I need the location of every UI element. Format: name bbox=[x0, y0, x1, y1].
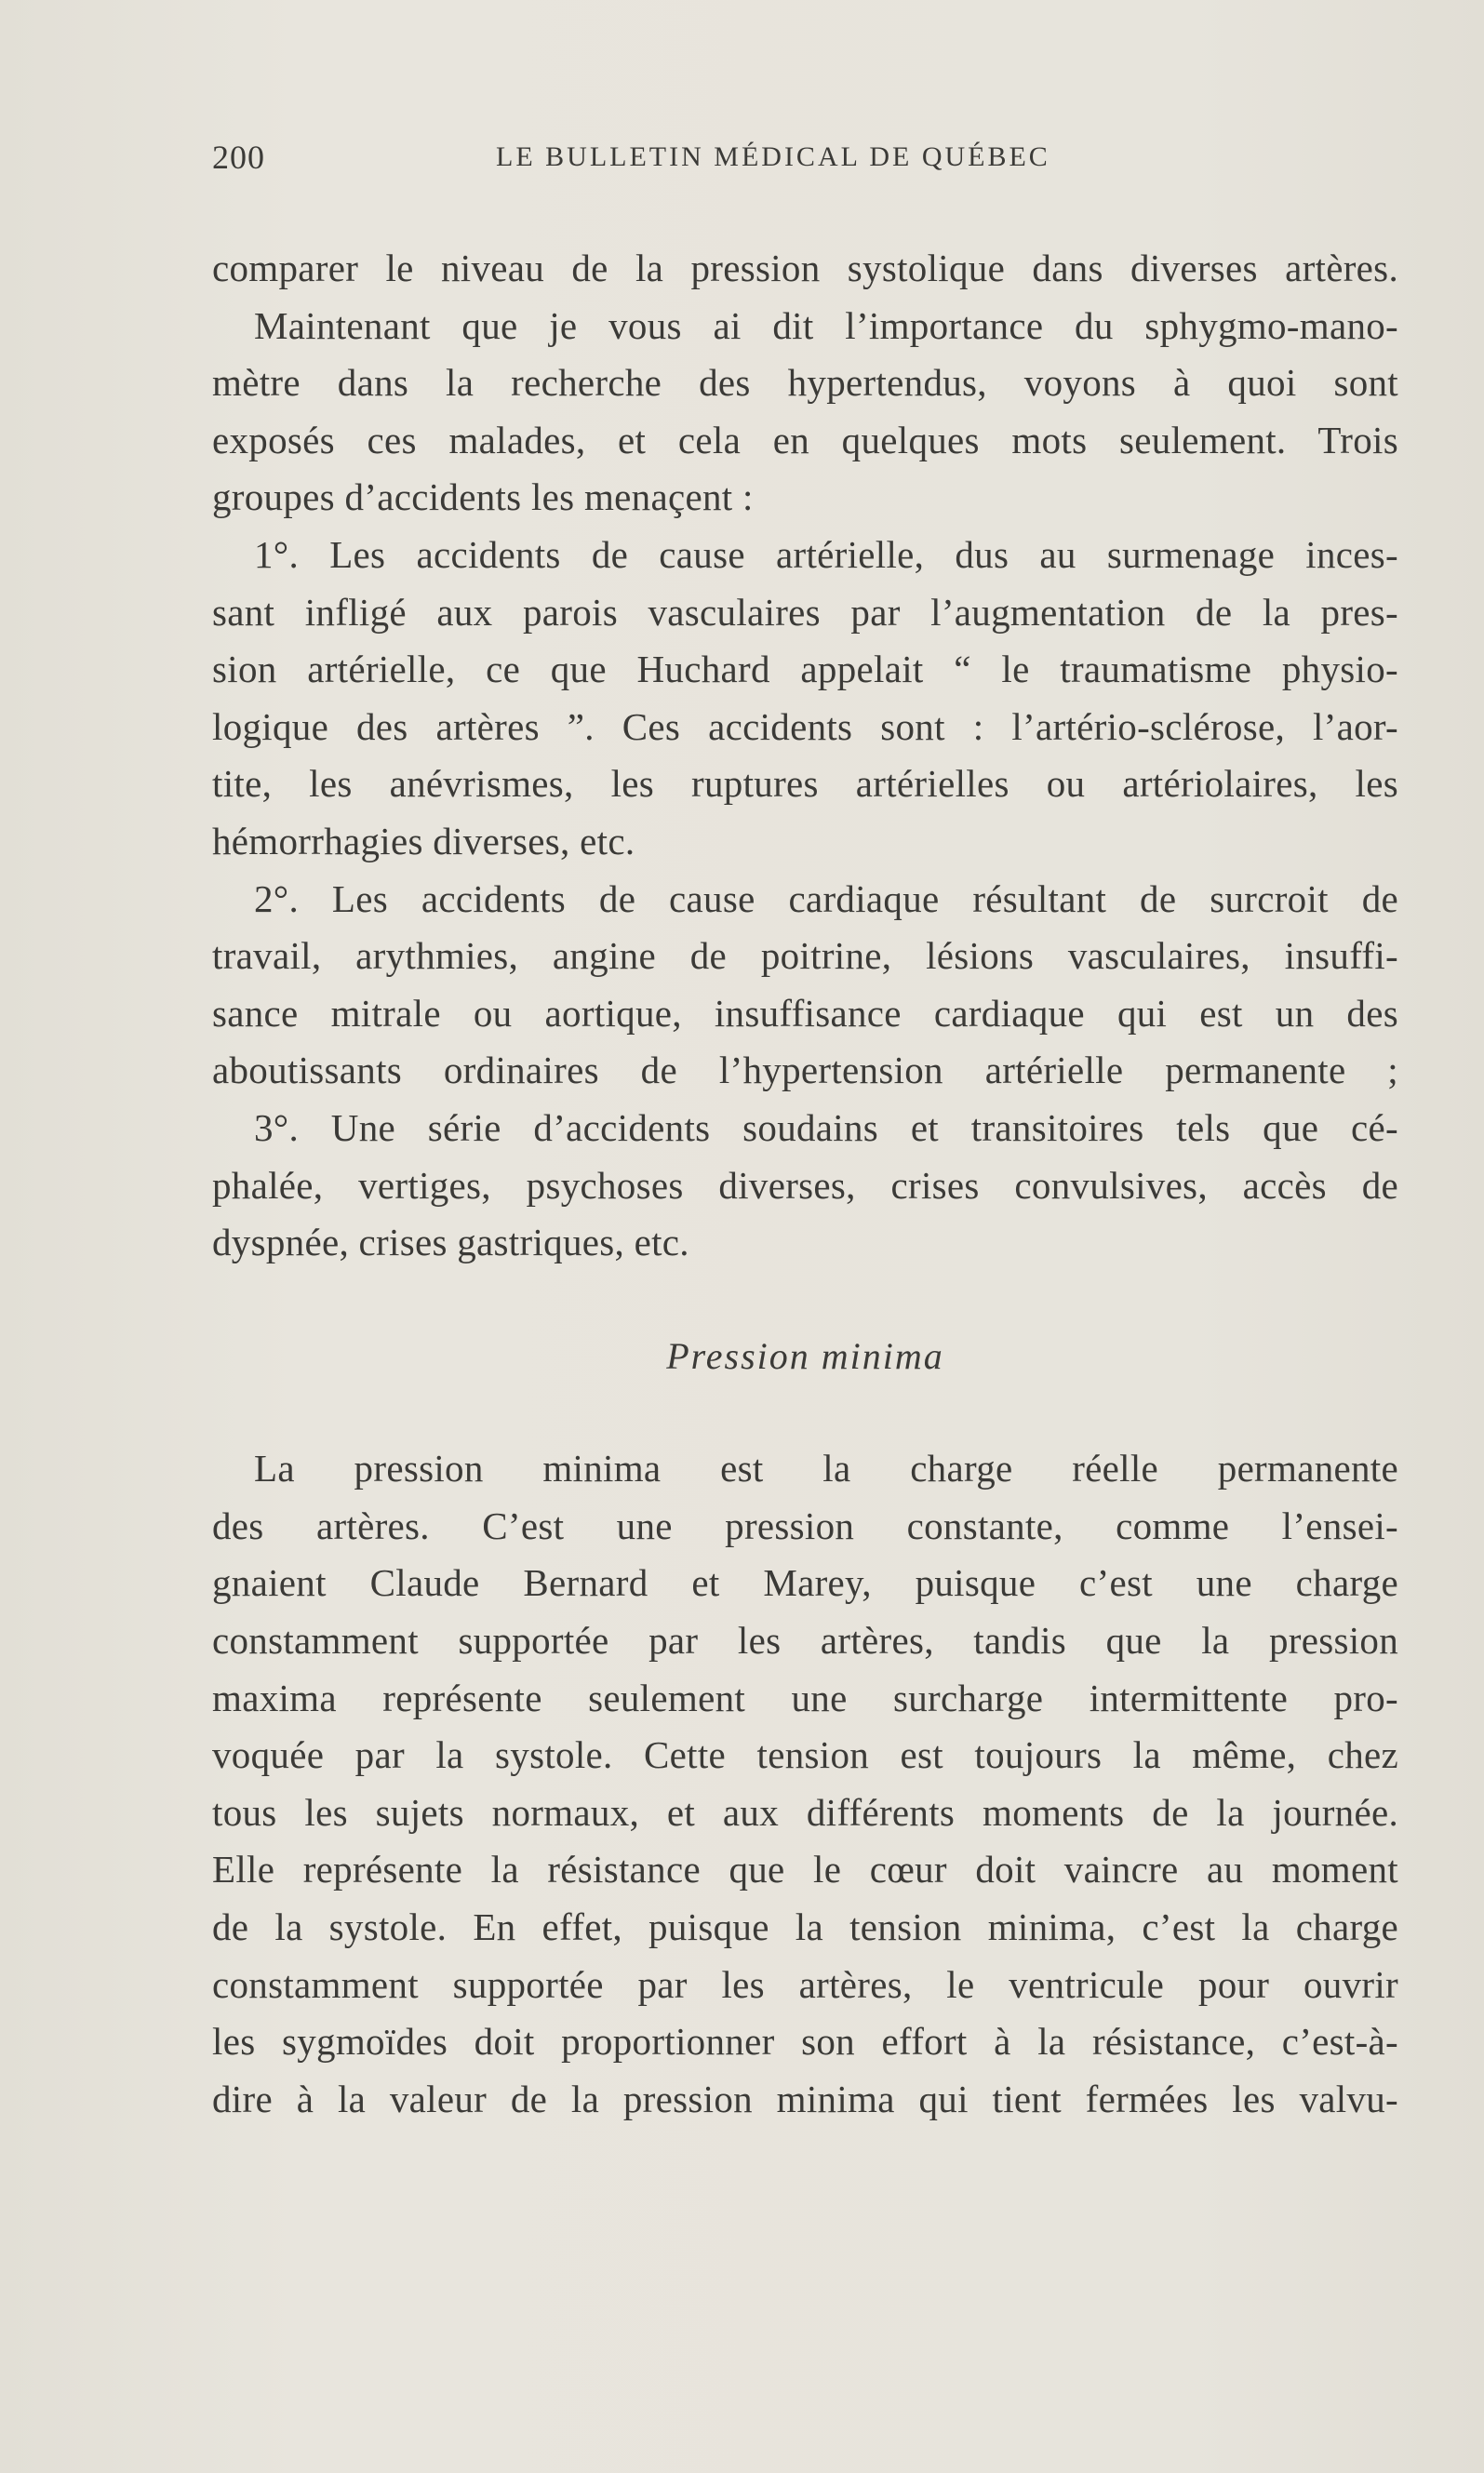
text-line: dyspnée, crises gastriques, etc. bbox=[212, 1221, 689, 1264]
text-line: tous les sujets normaux, et aux différents moments de la journée. bbox=[212, 1790, 1398, 1834]
text-line: Maintenant que je vous ai dit l’importance du sphygmo-mano- bbox=[254, 303, 1398, 347]
text-line: dire à la valeur de la pression minima qui tient fermées les valvu- bbox=[212, 2077, 1398, 2120]
text-line: des artères. C’est une pression constante, comme l’ensei- bbox=[212, 1504, 1398, 1547]
text-line: groupes d’accidents les menaçent : bbox=[212, 475, 754, 519]
text-line: 2°. Les accidents de cause cardiaque résultant de surcroit de bbox=[254, 876, 1398, 920]
text-line: comparer le niveau de la pression systolique dans diverses artères. bbox=[212, 247, 1398, 289]
text-line: travail, arythmies, angine de poitrine, lésions vasculaires, insuffi- bbox=[212, 934, 1398, 978]
text-line: de la systole. En effet, puisque la tension minima, c’est la charge bbox=[212, 1905, 1398, 1949]
body-text bbox=[212, 240, 1398, 2128]
text-line: logique des artères ”. Ces accidents sont : l’artério-sclérose, l’aor- bbox=[212, 704, 1398, 748]
text-line: gnaient Claude Bernard et Marey, puisque c’est une charge bbox=[212, 1561, 1398, 1605]
page-header bbox=[212, 138, 1403, 184]
text-line: aboutissants ordinaires de l’hypertension artérielle permanente ; bbox=[212, 1049, 1398, 1092]
text-line: sant infligé aux parois vasculaires par l’augmentation de la pres- bbox=[212, 590, 1398, 634]
text-line: maxima représente seulement une surcharge intermittente pro- bbox=[212, 1676, 1398, 1719]
text-line: La pression minima est la charge réelle permanente bbox=[254, 1447, 1398, 1490]
text-line: 3°. Une série d’accidents soudains et transitoires tels que cé- bbox=[254, 1105, 1398, 1149]
text-line: sion artérielle, ce que Huchard appelait “ le traumatisme physio- bbox=[212, 648, 1398, 691]
page-number: 200 bbox=[212, 139, 265, 176]
running-head: LE BULLETIN MÉDICAL DE QUÉBEC bbox=[496, 141, 1050, 172]
text-line: mètre dans la recherche des hypertendus, voyons à quoi sont bbox=[212, 361, 1398, 405]
text-line: voquée par la systole. Cette tension est toujours la même, chez bbox=[212, 1733, 1398, 1777]
text-line: phalée, vertiges, psychoses diverses, crises convulsives, accès de bbox=[212, 1163, 1398, 1207]
text-line: sance mitrale ou aortique, insuffisance cardiaque qui est un des bbox=[212, 991, 1398, 1035]
section-heading: Pression minima bbox=[666, 1334, 944, 1377]
text-line: 1°. Les accidents de cause artérielle, dus au surmenage inces- bbox=[254, 532, 1398, 576]
text-line: exposés ces malades, et cela en quelques mots seulement. Trois bbox=[212, 418, 1398, 461]
text-line: hémorrhagies diverses, etc. bbox=[212, 819, 635, 862]
text-line: tite, les anévrismes, les ruptures artérielles ou artériolaires, les bbox=[212, 762, 1398, 806]
text-line: les sygmoïdes doit proportionner son effort à la résistance, c’est-à- bbox=[212, 2020, 1398, 2064]
text-line: constamment supportée par les artères, le ventricule pour ouvrir bbox=[212, 1962, 1398, 2006]
text-line: Elle représente la résistance que le cœur doit vaincre au moment bbox=[212, 1848, 1398, 1892]
text-line: constamment supportée par les artères, tandis que la pression bbox=[212, 1619, 1398, 1663]
